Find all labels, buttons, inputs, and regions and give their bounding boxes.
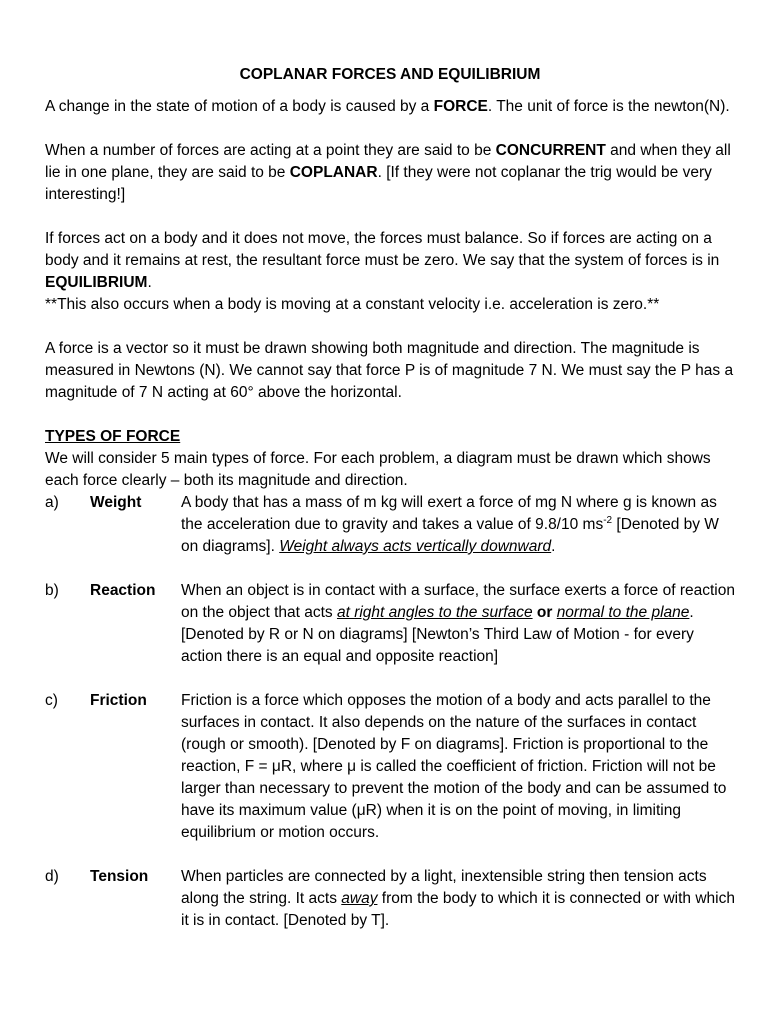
text-run: When particles are connected by a light, inextensible string then tension acts along the string. It acts	[181, 868, 707, 907]
section-heading-types-of-force: TYPES OF FORCE	[45, 428, 181, 445]
equilibrium-note: **This also occurs when a body is moving at a constant velocity i.e. acceleration is zero.**	[45, 296, 660, 313]
paragraph-vector: A force is a vector so it must be drawn showing both magnitude and direction. The magnitude is measured in Newtons (N). We cannot say that force P is of magnitude 7 N. We must say the P has a magnitude of 7 N acting at 60° above the horizontal.	[45, 340, 734, 401]
text-run: . The unit of force is the newton(N).	[487, 98, 730, 115]
emphasis-text: Weight always acts vertically downward	[279, 538, 552, 555]
item-label: d)	[45, 868, 59, 885]
text-run: and when they all lie in one plane, they are said to be	[45, 142, 731, 181]
bold-text: or	[536, 604, 553, 621]
text-run: If forces act on a body and it does not move, the forces must balance. So if forces are acting on a body and it remains at rest, the resultant force must be zero. We say that the system of forces is in	[45, 230, 720, 269]
item-label: b)	[45, 582, 59, 599]
bold-term-force: FORCE	[433, 98, 488, 115]
item-label: c)	[45, 692, 58, 709]
text-run: . [If they were not coplanar the trig would be very interesting!]	[45, 164, 712, 203]
item-name: Tension	[90, 868, 149, 885]
item-name: Weight	[90, 494, 142, 511]
text-run: .	[551, 538, 556, 555]
text-run: [Denoted by W on diagrams].	[181, 516, 719, 555]
superscript: -2	[603, 514, 613, 526]
list-item-reaction	[45, 580, 735, 668]
list-item-weight	[45, 492, 735, 558]
text-run: from the body to which it is connected or with which it is in contact. [Denoted by T].	[181, 890, 735, 929]
list-item-tension	[45, 866, 735, 932]
emphasis-text: away	[341, 890, 378, 907]
equilibrium-text	[45, 228, 735, 294]
emphasis-text: normal to the plane	[556, 604, 690, 621]
bold-term-concurrent: CONCURRENT	[495, 142, 606, 159]
paragraph-equilibrium	[45, 228, 735, 316]
item-name: Reaction	[90, 582, 156, 599]
bold-term-coplanar: COPLANAR	[289, 164, 378, 181]
paragraph-force	[45, 96, 735, 118]
text-run: . [Denoted by R or N on diagrams] [Newton’s Third Law of Motion - for every action there is an equal and opposite reaction]	[181, 604, 694, 665]
text-run: .	[147, 274, 152, 291]
item-name: Friction	[90, 692, 147, 709]
text-run: When an object is in contact with a surface, the surface exerts a force of reaction on the object that acts	[181, 582, 735, 621]
emphasis-text: at right angles to the surface	[336, 604, 533, 621]
item-description	[181, 492, 735, 558]
text-run: A change in the state of motion of a body is caused by a	[45, 98, 434, 115]
document-page	[45, 64, 735, 932]
bold-term-equilibrium: EQUILIBRIUM	[45, 274, 148, 291]
item-description: Friction is a force which opposes the motion of a body and acts parallel to the surfaces in contact. It also depends on the nature of the surfaces in contact (rough or smooth). [Denoted by F on diagrams]. Friction is proportional to the reaction, F = μR, where μ is called the coefficient of friction. Friction will not be larger than necessary to prevent the motion of the body and can be assumed to have its maximum value (μR) when it is on the point of moving, in limiting equilibrium or motion occurs.	[181, 692, 727, 841]
list-item-friction	[45, 690, 735, 844]
document-title: COPLANAR FORCES AND EQUILIBRIUM	[239, 66, 541, 83]
text-run: A body that has a mass of m kg will exert a force of mg N where g is known as the acceleration due to gravity and takes a value of 9.8/10 ms	[181, 494, 717, 533]
text-run: When a number of forces are acting at a point they are said to be	[45, 142, 496, 159]
paragraph-concurrent	[45, 140, 735, 206]
item-description	[181, 580, 735, 668]
item-description	[181, 866, 735, 932]
types-intro: We will consider 5 main types of force. For each problem, a diagram must be drawn which shows each force clearly – both its magnitude and direction.	[45, 450, 711, 489]
item-label: a)	[45, 494, 59, 511]
